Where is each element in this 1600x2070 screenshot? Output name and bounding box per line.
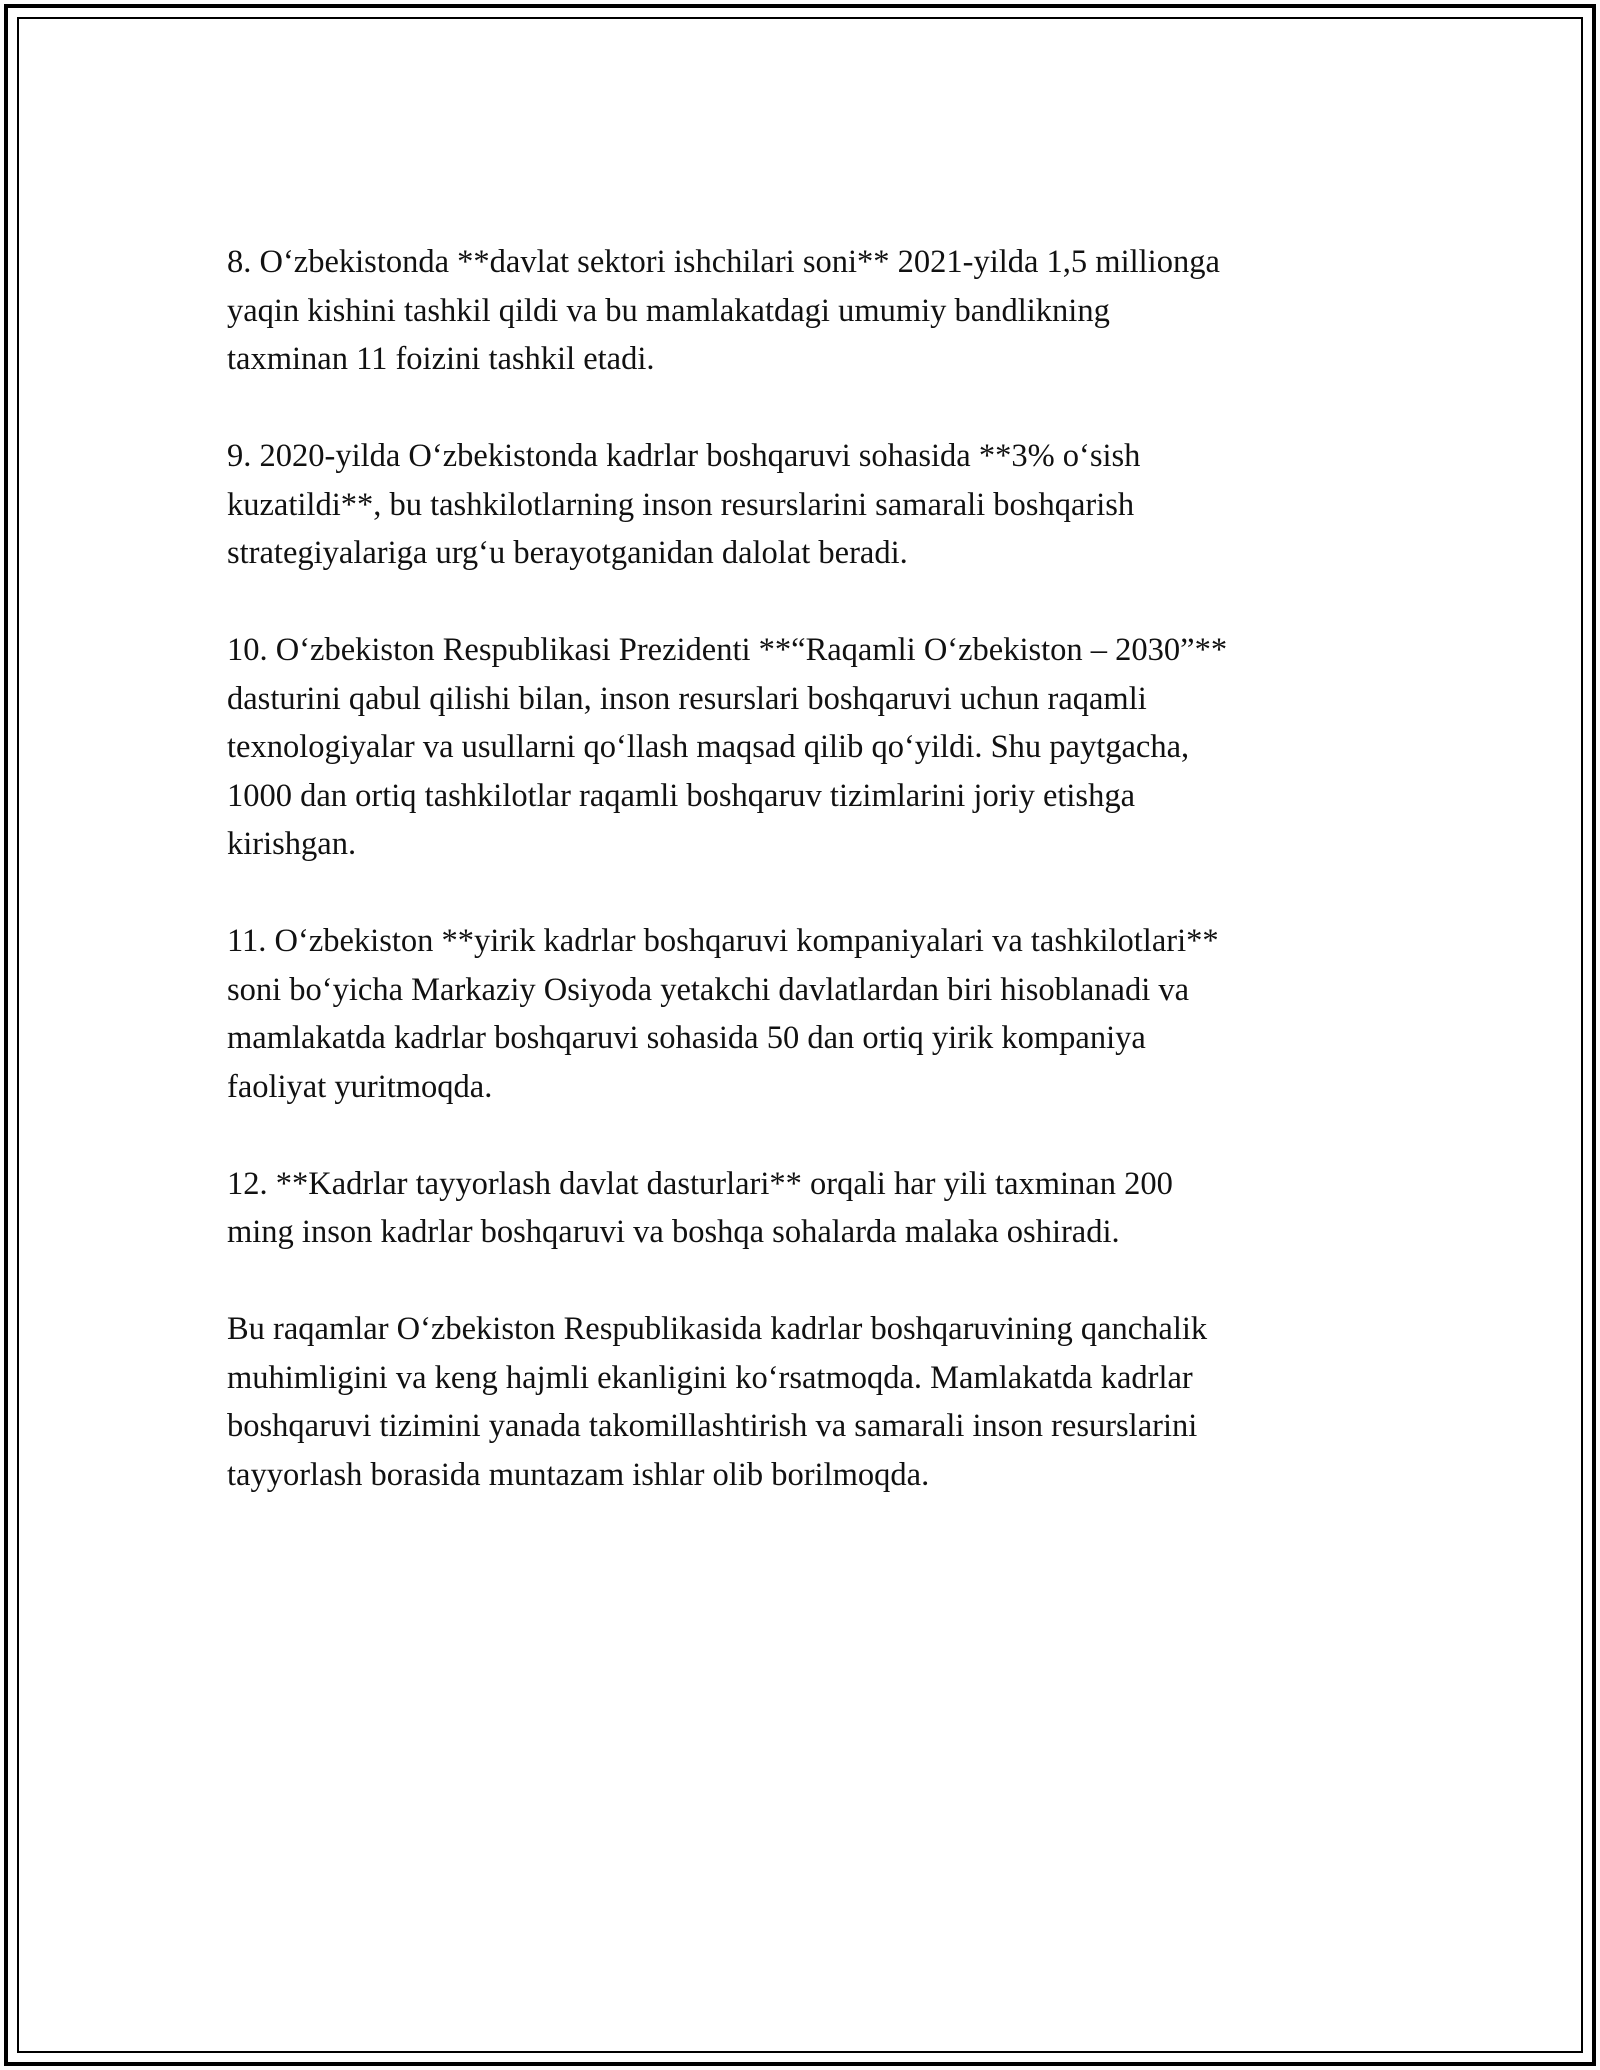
paragraph-item-12: 12. **Kadrlar tayyorlash davlat dasturlari** orqali har yili taxminan 200 ming inson kadrlar boshqaruvi va boshqa sohalarda malaka oshiradi. <box>227 1165 1173 1250</box>
document-body <box>227 238 1387 1499</box>
paragraph-item-10: 10. O‘zbekiston Respublikasi Prezidenti **“Raqamli O‘zbekiston – 2030”** dasturini qabul qilishi bilan, inson resurslari boshqaruvi uchun raqamli texnologiyalar va usullarni qo‘llash maqsad qilib qo‘yildi. Shu paytgacha, 1000 dan ortiq tashkilotlar raqamli boshqaruv tizimlarini joriy etishga kirishgan. <box>227 632 1228 862</box>
paragraph-item-11: 11. O‘zbekiston **yirik kadrlar boshqaruvi kompaniyalari va tashkilotlari** soni bo‘yicha Markaziy Osiyoda yetakchi davlatlardan biri hisoblanadi va mamlakatda kadrlar boshqaruvi sohasida 50 dan ortiq yirik kompaniya faoliyat yuritmoqda. <box>227 923 1219 1105</box>
paragraph-item-8: 8. O‘zbekistonda **davlat sektori ishchilari soni** 2021-yilda 1,5 millionga yaqin kishini tashkil qildi va bu mamlakatdagi umumiy bandlikning taxminan 11 foizini tashkil etadi. <box>227 244 1220 377</box>
paragraph-conclusion: Bu raqamlar O‘zbekiston Respublikasida kadrlar boshqaruvining qanchalik muhimligini va keng hajmli ekanligini ko‘rsatmoqda. Mamlakatda kadrlar boshqaruvi tizimini yanada takomillashtirish va samarali inson resurslarini tayyorlash borasida muntazam ishlar olib borilmoqda. <box>227 1311 1208 1493</box>
paragraph-item-9: 9. 2020-yilda O‘zbekistonda kadrlar boshqaruvi sohasida **3% o‘sish kuzatildi**, bu tashkilotlarning inson resurslarini samarali boshqarish strategiyalariga urg‘u berayotganidan dalolat beradi. <box>227 438 1141 571</box>
